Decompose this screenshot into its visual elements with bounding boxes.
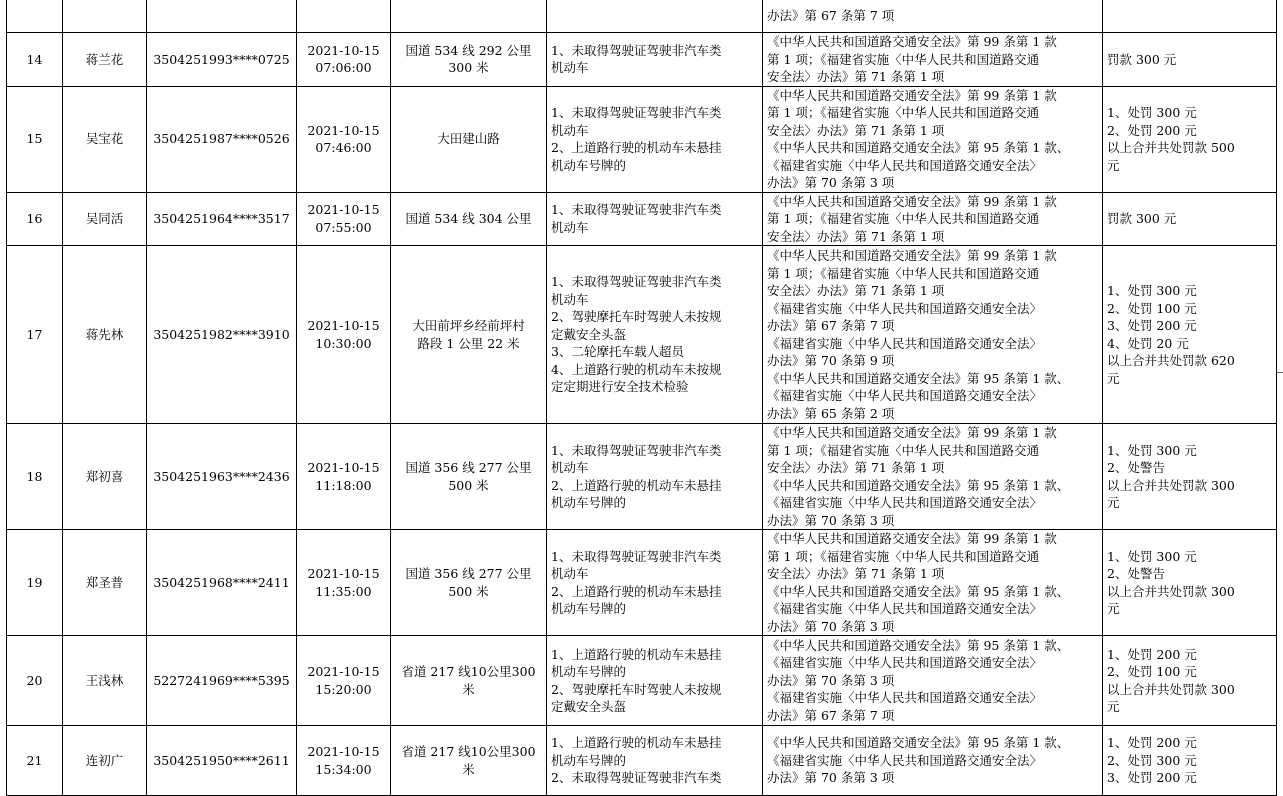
violation-behavior-cell — [547, 246, 763, 424]
violation-place-cell — [391, 530, 547, 636]
violation-place-cell — [391, 726, 547, 796]
violation-place-line: 大田建山路 — [437, 131, 500, 147]
violation-behavior-line: 1、未取得驾驶证驾驶非汽车类 — [551, 202, 722, 218]
violation-behavior-line: 机动车 — [551, 566, 589, 581]
violation-place-cell — [391, 192, 547, 246]
penalty-decision-line: 1、处罚 200 元 — [1107, 646, 1197, 662]
penalty-decision-line: 2、处罚 100 元 — [1107, 664, 1197, 679]
violation-place-line: 省道 217 线10公里300 — [401, 664, 536, 679]
violation-time-line: 07:46:00 — [315, 140, 372, 155]
violation-time-line: 07:06:00 — [315, 60, 372, 76]
penalty-decision-line: 元 — [1107, 495, 1120, 510]
violation-behavior-cell — [547, 0, 763, 33]
legal-basis-line: 《中华人民共和国道路交通安全法》第 99 条第 1 款 — [767, 425, 1057, 440]
legal-basis-line: 《中华人民共和国道路交通安全法》第 99 条第 1 款 — [767, 248, 1057, 263]
penalty-decision-line: 1、处罚 300 元 — [1107, 548, 1197, 564]
offender-name-cell: 蒋先林 — [63, 246, 147, 424]
penalty-table — [6, 0, 1277, 796]
violation-behavior-line: 机动车 — [551, 60, 589, 76]
offender-name-cell: 吴同活 — [63, 192, 147, 246]
violation-behavior-line: 2、上道路行驶的机动车未悬挂 — [551, 583, 722, 599]
violation-time-line: 2021-10-15 — [307, 460, 380, 475]
penalty-decision-line: 以上合并共处罚款 300 — [1107, 583, 1235, 599]
legal-basis-line: 《福建省实施〈中华人民共和国道路交通安全法〉 — [767, 655, 1043, 671]
violation-time-line: 07:55:00 — [315, 219, 372, 235]
legal-basis-cell — [763, 726, 1103, 796]
legal-basis-line: 《福建省实施〈中华人民共和国道路交通安全法〉 — [767, 690, 1043, 706]
legal-basis-line: 办法》第 70 条第 3 项 — [767, 512, 895, 528]
legal-basis-line: 安全法〉办法》第 71 条第 1 项 — [767, 283, 945, 298]
row-number-cell — [7, 0, 63, 33]
violation-behavior-line: 1、上道路行驶的机动车未悬挂 — [551, 646, 722, 662]
violation-behavior-line: 机动车 — [551, 291, 589, 307]
violation-time-line: 2021-10-15 — [307, 122, 380, 138]
violation-time-line: 15:34:00 — [315, 761, 372, 777]
legal-basis-cell — [763, 192, 1103, 246]
violation-behavior-line: 2、上道路行驶的机动车未悬挂 — [551, 140, 722, 155]
penalty-decision-line: 1、处罚 300 元 — [1107, 442, 1197, 458]
id-number-cell: 3504251950****2611 — [147, 726, 297, 796]
penalty-decision-line: 1、处罚 200 元 — [1107, 735, 1197, 751]
row-number-cell: 16 — [7, 192, 63, 246]
violation-behavior-cell — [547, 424, 763, 530]
violation-place-line: 国道 356 线 277 公里 — [405, 566, 532, 581]
row-number-cell: 20 — [7, 636, 63, 726]
legal-basis-line: 《福建省实施〈中华人民共和国道路交通安全法〉 — [767, 495, 1043, 510]
violation-behavior-line: 2、上道路行驶的机动车未悬挂 — [551, 477, 722, 493]
penalty-decision-line: 1、处罚 300 元 — [1107, 283, 1197, 298]
violation-time-line: 2021-10-15 — [307, 744, 380, 759]
violation-behavior-line: 机动车 — [551, 122, 589, 138]
table-row — [7, 33, 1277, 87]
legal-basis-line: 第 1 项；《福建省实施〈中华人民共和国道路交通 — [767, 265, 1040, 281]
violation-behavior-line: 机动车 — [551, 460, 589, 475]
legal-basis-line: 办法》第 67 条第 7 项 — [767, 318, 895, 333]
legal-basis-line: 办法》第 70 条第 3 项 — [767, 618, 895, 634]
violation-behavior-line: 1、未取得驾驶证驾驶非汽车类 — [551, 42, 722, 58]
id-number-cell: 3504251982****3910 — [147, 246, 297, 424]
legal-basis-line: 办法》第 70 条第 3 项 — [767, 672, 895, 688]
violation-behavior-line: 1、未取得驾驶证驾驶非汽车类 — [551, 442, 722, 458]
legal-basis-line: 办法》第 67 条第 7 项 — [767, 7, 895, 23]
violation-time-cell — [297, 636, 391, 726]
violation-time-cell — [297, 530, 391, 636]
violation-behavior-line: 1、未取得驾驶证驾驶非汽车类 — [551, 105, 722, 120]
legal-basis-line: 《中华人民共和国道路交通安全法》第 99 条第 1 款 — [767, 87, 1057, 103]
legal-basis-line: 安全法〉办法》第 71 条第 1 项 — [767, 460, 945, 475]
violation-behavior-line: 定定期进行安全技术检验 — [551, 379, 689, 395]
violation-place-line: 国道 534 线 304 公里 — [405, 211, 532, 226]
offender-name-cell: 连初广 — [63, 726, 147, 796]
legal-basis-line: 安全法〉办法》第 71 条第 1 项 — [767, 122, 945, 138]
violation-place-cell — [391, 0, 547, 33]
violation-time-cell — [297, 0, 391, 33]
violation-behavior-line: 2、驾驶摩托车时驾驶人未按规 — [551, 681, 722, 697]
violation-behavior-cell — [547, 726, 763, 796]
penalty-decision-line: 元 — [1107, 157, 1120, 173]
legal-basis-line: 办法》第 67 条第 7 项 — [767, 707, 895, 723]
violation-behavior-line: 4、上道路行驶的机动车未按规 — [551, 361, 722, 377]
legal-basis-line: 安全法〉办法》第 71 条第 1 项 — [767, 69, 945, 84]
legal-basis-line: 第 1 项；《福建省实施〈中华人民共和国道路交通 — [767, 51, 1040, 67]
id-number-cell: 5227241969****5395 — [147, 636, 297, 726]
offender-name-cell: 蒋兰花 — [63, 33, 147, 87]
table-row — [7, 0, 1277, 33]
violation-time-cell — [297, 86, 391, 192]
violation-time-line: 15:20:00 — [315, 681, 372, 697]
violation-time-cell — [297, 424, 391, 530]
penalty-decision-cell — [1103, 246, 1277, 424]
violation-place-cell — [391, 86, 547, 192]
penalty-decision-line: 以上合并共处罚款 500 — [1107, 140, 1235, 155]
violation-place-cell — [391, 636, 547, 726]
row-number-cell: 15 — [7, 86, 63, 192]
penalty-decision-cell — [1103, 192, 1277, 246]
table-row — [7, 636, 1277, 726]
offender-name-cell — [63, 0, 147, 33]
violation-place-line: 米 — [462, 761, 475, 777]
violation-place-line: 大田前坪乡经前坪村 — [412, 318, 525, 333]
id-number-cell: 3504251964****3517 — [147, 192, 297, 246]
penalty-decision-line: 罚款 300 元 — [1107, 51, 1177, 67]
violation-time-line: 2021-10-15 — [307, 318, 380, 333]
penalty-decision-line: 2、处警告 — [1107, 566, 1165, 581]
violation-behavior-cell — [547, 86, 763, 192]
legal-basis-cell — [763, 424, 1103, 530]
legal-basis-line: 《中华人民共和国道路交通安全法》第 95 条第 1 款、 — [767, 477, 1070, 493]
penalty-decision-cell — [1103, 530, 1277, 636]
legal-basis-line: 办法》第 70 条第 3 项 — [767, 770, 895, 786]
penalty-decision-line: 罚款 300 元 — [1107, 211, 1177, 226]
row-number-cell: 19 — [7, 530, 63, 636]
table-row — [7, 246, 1277, 424]
legal-basis-cell — [763, 246, 1103, 424]
legal-basis-line: 办法》第 70 条第 3 项 — [767, 175, 895, 190]
id-number-cell: 3504251963****2436 — [147, 424, 297, 530]
id-number-cell: 3504251987****0526 — [147, 86, 297, 192]
penalty-decision-line: 1、处罚 300 元 — [1107, 105, 1197, 120]
table-row — [7, 192, 1277, 246]
legal-basis-line: 第 1 项；《福建省实施〈中华人民共和国道路交通 — [767, 105, 1040, 120]
penalty-decision-line: 2、处罚 300 元 — [1107, 752, 1197, 768]
legal-basis-cell — [763, 636, 1103, 726]
offender-name-cell: 郑初喜 — [63, 424, 147, 530]
violation-behavior-line: 2、驾驶摩托车时驾驶人未按规 — [551, 309, 722, 325]
penalty-decision-line: 2、处罚 200 元 — [1107, 122, 1197, 138]
violation-behavior-line: 2、未取得驾驶证驾驶非汽车类 — [551, 770, 722, 786]
violation-time-cell — [297, 246, 391, 424]
violation-place-line: 500 米 — [448, 477, 489, 493]
violation-behavior-line: 机动车号牌的 — [551, 495, 627, 510]
penalty-decision-cell — [1103, 33, 1277, 87]
violation-time-line: 11:35:00 — [315, 583, 372, 599]
legal-basis-line: 安全法〉办法》第 71 条第 1 项 — [767, 228, 945, 244]
penalty-decision-line: 以上合并共处罚款 300 — [1107, 681, 1235, 697]
legal-basis-line: 安全法〉办法》第 71 条第 1 项 — [767, 566, 945, 581]
violation-place-cell — [391, 424, 547, 530]
legal-basis-line: 《中华人民共和国道路交通安全法》第 95 条第 1 款、 — [767, 637, 1070, 653]
legal-basis-cell — [763, 86, 1103, 192]
offender-name-cell: 郑圣普 — [63, 530, 147, 636]
page-edge-mark — [1277, 372, 1283, 373]
violation-place-line: 300 米 — [448, 60, 489, 76]
legal-basis-line: 第 1 项；《福建省实施〈中华人民共和国道路交通 — [767, 442, 1040, 458]
legal-basis-line: 第 1 项；《福建省实施〈中华人民共和国道路交通 — [767, 211, 1040, 226]
violation-time-line: 11:18:00 — [315, 477, 372, 493]
penalty-decision-cell — [1103, 86, 1277, 192]
legal-basis-line: 办法》第 65 条第 2 项 — [767, 405, 895, 421]
penalty-decision-cell — [1103, 726, 1277, 796]
legal-basis-line: 办法》第 70 条第 9 项 — [767, 353, 895, 368]
row-number-cell: 21 — [7, 726, 63, 796]
violation-time-cell — [297, 33, 391, 87]
violation-time-line: 2021-10-15 — [307, 566, 380, 581]
violation-place-line: 路段 1 公里 22 米 — [417, 335, 520, 351]
penalty-decision-line: 3、处罚 200 元 — [1107, 318, 1197, 333]
violation-place-line: 米 — [462, 681, 475, 697]
violation-behavior-line: 机动车号牌的 — [551, 157, 627, 173]
offender-name-cell: 吴宝花 — [63, 86, 147, 192]
violation-behavior-line: 定戴安全头盔 — [551, 699, 627, 714]
violation-behavior-line: 1、未取得驾驶证驾驶非汽车类 — [551, 274, 722, 290]
violation-time-cell — [297, 192, 391, 246]
legal-basis-line: 《中华人民共和国道路交通安全法》第 99 条第 1 款 — [767, 34, 1057, 49]
row-number-cell: 14 — [7, 33, 63, 87]
violation-behavior-cell — [547, 33, 763, 87]
offender-name-cell: 王浅林 — [63, 636, 147, 726]
penalty-decision-line: 元 — [1107, 699, 1120, 714]
row-number-cell: 17 — [7, 246, 63, 424]
violation-place-cell — [391, 33, 547, 87]
legal-basis-line: 《中华人民共和国道路交通安全法》第 95 条第 1 款、 — [767, 735, 1070, 751]
legal-basis-cell — [763, 0, 1103, 33]
penalty-decision-line: 4、处罚 20 元 — [1107, 335, 1189, 351]
legal-basis-line: 《中华人民共和国道路交通安全法》第 95 条第 1 款、 — [767, 370, 1070, 386]
violation-behavior-line: 1、未取得驾驶证驾驶非汽车类 — [551, 548, 722, 564]
id-number-cell: 3504251968****2411 — [147, 530, 297, 636]
legal-basis-line: 《福建省实施〈中华人民共和国道路交通安全法〉 — [767, 300, 1043, 316]
violation-behavior-line: 3、二轮摩托车载人超员 — [551, 344, 684, 360]
violation-time-line: 2021-10-15 — [307, 202, 380, 218]
legal-basis-line: 《福建省实施〈中华人民共和国道路交通安全法〉 — [767, 601, 1043, 616]
table-row — [7, 424, 1277, 530]
penalty-decision-line: 以上合并共处罚款 620 — [1107, 353, 1235, 368]
violation-place-cell — [391, 246, 547, 424]
id-number-cell: 3504251993****0725 — [147, 33, 297, 87]
legal-basis-cell — [763, 33, 1103, 87]
legal-basis-line: 《中华人民共和国道路交通安全法》第 95 条第 1 款、 — [767, 583, 1070, 599]
violation-place-line: 国道 534 线 292 公里 — [405, 42, 532, 58]
table-row — [7, 86, 1277, 192]
legal-basis-line: 《福建省实施〈中华人民共和国道路交通安全法〉 — [767, 157, 1043, 173]
table-row — [7, 530, 1277, 636]
violation-behavior-line: 机动车 — [551, 219, 589, 235]
penalty-decision-cell — [1103, 0, 1277, 33]
penalty-decision-line: 以上合并共处罚款 300 — [1107, 477, 1235, 493]
violation-time-line: 10:30:00 — [315, 335, 372, 351]
legal-basis-line: 《福建省实施〈中华人民共和国道路交通安全法〉 — [767, 335, 1043, 351]
violation-behavior-line: 1、上道路行驶的机动车未悬挂 — [551, 735, 722, 751]
violation-behavior-line: 机动车号牌的 — [551, 601, 627, 616]
legal-basis-cell — [763, 530, 1103, 636]
legal-basis-line: 《福建省实施〈中华人民共和国道路交通安全法〉 — [767, 752, 1043, 768]
violation-time-line: 2021-10-15 — [307, 42, 380, 58]
row-number-cell: 18 — [7, 424, 63, 530]
penalty-decision-cell — [1103, 636, 1277, 726]
legal-basis-line: 《中华人民共和国道路交通安全法》第 99 条第 1 款 — [767, 193, 1057, 209]
penalty-decision-line: 元 — [1107, 370, 1120, 386]
penalty-decision-line: 3、处罚 200 元 — [1107, 770, 1197, 786]
legal-basis-line: 《中华人民共和国道路交通安全法》第 99 条第 1 款 — [767, 531, 1057, 546]
violation-place-line: 省道 217 线10公里300 — [401, 744, 536, 759]
table-row — [7, 726, 1277, 796]
violation-place-line: 国道 356 线 277 公里 — [405, 460, 532, 475]
table-body — [7, 0, 1277, 796]
penalty-decision-line: 2、处警告 — [1107, 460, 1165, 475]
legal-basis-line: 《福建省实施〈中华人民共和国道路交通安全法〉 — [767, 388, 1043, 403]
violation-behavior-line: 定戴安全头盔 — [551, 326, 627, 342]
violation-behavior-line: 机动车号牌的 — [551, 664, 627, 679]
legal-basis-line: 《中华人民共和国道路交通安全法》第 95 条第 1 款、 — [767, 140, 1070, 155]
legal-basis-line: 第 1 项；《福建省实施〈中华人民共和国道路交通 — [767, 548, 1040, 564]
violation-behavior-cell — [547, 192, 763, 246]
penalty-decision-line: 2、处罚 100 元 — [1107, 300, 1197, 316]
violation-time-cell — [297, 726, 391, 796]
violation-behavior-line: 机动车号牌的 — [551, 752, 627, 768]
violation-place-line: 500 米 — [448, 583, 489, 599]
violation-behavior-cell — [547, 530, 763, 636]
penalty-decision-cell — [1103, 424, 1277, 530]
id-number-cell — [147, 0, 297, 33]
violation-time-line: 2021-10-15 — [307, 664, 380, 679]
violation-behavior-cell — [547, 636, 763, 726]
penalty-decision-line: 元 — [1107, 601, 1120, 616]
